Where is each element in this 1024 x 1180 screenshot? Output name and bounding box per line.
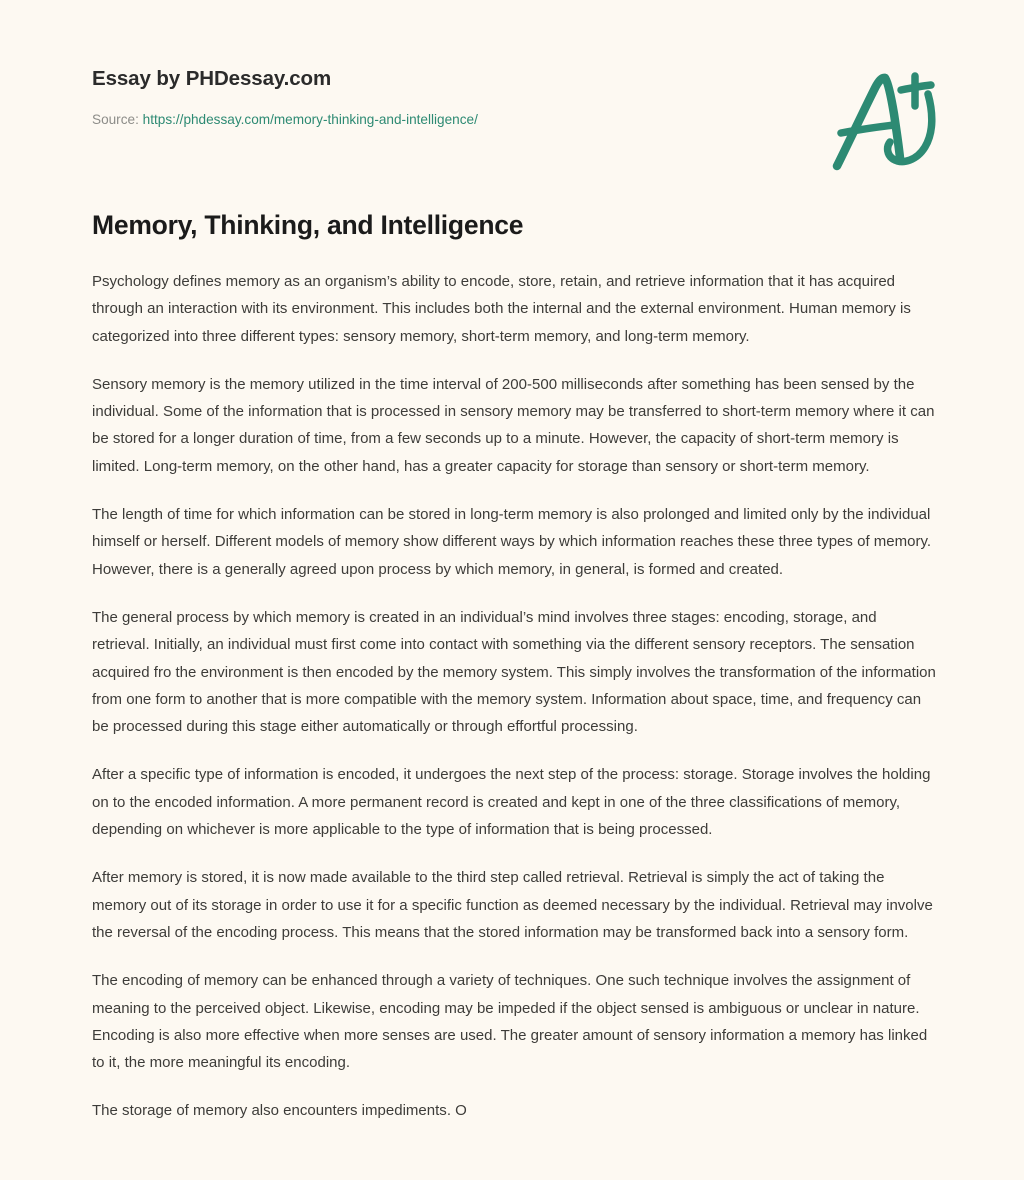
article-container <box>92 208 937 1125</box>
article-paragraph: Psychology defines memory as an organism’s ability to encode, store, retain, and retrieve information that it has acquired through an interaction with its environment. This includes both the internal and the external environment. Human memory is categorized into three different types: sensory memory, short-term memory, and long-term memory. <box>92 273 911 345</box>
page-header <box>0 0 1024 186</box>
source-label: Source: <box>92 112 139 127</box>
article-paragraph: The general process by which memory is created in an individual’s mind involves three stages: encoding, storage, and retrieval. Initially, an individual must first come into contact with something via the different sensory receptors. The sensation acquired fro the environment is then encoded by the memory system. This simply involves the transformation of the information from one form to another that is more compatible with the memory system. Information about space, time, and frequency can be processed during this stage either automatically or through effortful processing. <box>92 608 936 736</box>
header-text-block <box>92 66 478 130</box>
phdessay-a-plus-logo-icon <box>827 62 945 178</box>
article-paragraph: After memory is stored, it is now made available to the third step called retrieval. Retrieval is simply the act of taking the memory out of its storage in order to use it for a specific function as deemed necessary by the individual. Retrieval may involve the reversal of the encoding process. This means that the stored information may be transformed back into a sensory form. <box>92 869 933 941</box>
essay-byline: Essay by PHDessay.com <box>92 67 332 90</box>
source-line <box>92 110 478 130</box>
article-paragraph: Sensory memory is the memory utilized in the time interval of 200-500 milliseconds after something has been sensed by the individual. Some of the information that is processed in sensory memory may be transferred to short-term memory where it can be stored for a longer duration of time, from a few seconds up to a minute. However, the capacity of short-term memory is limited. Long-term memory, on the other hand, has a greater capacity for storage than sensory or short-term memory. <box>92 375 935 475</box>
article-paragraph-truncated: The storage of memory also encounters impediments. O <box>92 1102 467 1120</box>
article-paragraph: After a specific type of information is encoded, it undergoes the next step of the process: storage. Storage involves the holding on to the encoded information. A more permanent record is created and kept in one of the three classifications of memory, depending on whichever is more applicable to the type of information that is being processed. <box>92 766 931 839</box>
page-title: Memory, Thinking, and Intelligence <box>92 210 524 240</box>
article-paragraph: The encoding of memory can be enhanced through a variety of techniques. One such technique involves the assignment of meaning to the perceived object. Likewise, encoding may be impeded if the object sensed is ambiguous or unclear in nature. Encoding is also more effective when more senses are used. The greater amount of sensory information a memory has linked to it, the more meaningful its encoding. <box>92 972 928 1072</box>
article-paragraph: The length of time for which information can be stored in long-term memory is also prolonged and limited only by the individual himself or herself. Different models of memory show different ways by which information reaches these three types of memory. However, there is a generally agreed upon process by which memory, in general, is formed and created. <box>92 506 932 578</box>
article-body <box>92 268 937 1125</box>
source-url-link[interactable]: https://phdessay.com/memory-thinking-and-intelligence/ <box>142 112 478 127</box>
